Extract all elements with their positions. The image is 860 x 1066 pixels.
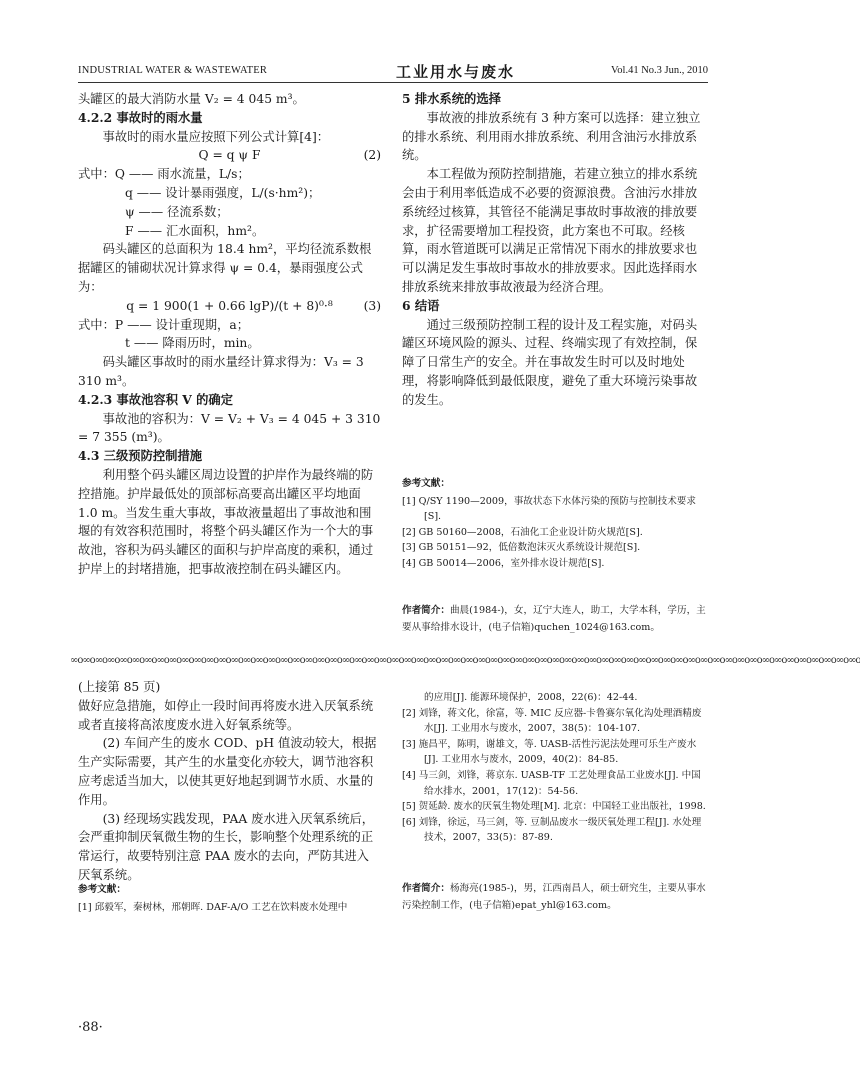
issue-info: Vol.41 No.3 Jun., 2010	[611, 65, 708, 76]
formula-text: q = 1 900(1 + 0.66 lgP)/(t + 8)⁰·⁸	[126, 298, 333, 313]
author-label: 作者简介：	[402, 605, 450, 616]
paragraph: 通过三级预防控制工程的设计及工程实施，对码头罐区环境风险的源头、过程、终端实现了有效控制，保障了日常生产的安全。并在事故发生时可以及时地处理，将影响降低到最低限度，避免了重大环境污染事故的发生。	[402, 317, 698, 407]
reference-item: [3] 施昌平，陈明，谢雄文，等. UASB-活性污泥法处理可乐生产废水[J]. 工业用水与废水，2009，40(2)：84-85.	[402, 738, 697, 766]
paragraph: 事故时的雨水量应按照下列公式计算[4]：	[102, 129, 330, 144]
paragraph: 本工程做为预防控制措施，若建立独立的排水系统会由于利用率低造成不必要的资源浪费。含油污水排放系统经过核算，其管径不能满足事故时事故液的排放要求，扩径需要增加工程投资，此方案也不可取。经核算，雨水管道既可以满足正常情况下雨水的排放要求也可以满足发生事故时事故水的排放要求。因此选择雨水排放系统来排放事故液最为经济合理。	[402, 167, 698, 294]
reference-item: [1] Q/SY 1190—2009，事故状态下水体污染的预防与控制技术要求[S].	[402, 495, 696, 523]
variable-definition: t —— 降雨历时，min。	[125, 336, 260, 351]
paragraph: 事故池的容积为：V = V₂ + V₃ = 4 045 + 3 310 = 7 355 (m³)。	[78, 411, 381, 445]
formula	[78, 146, 381, 165]
formula-text: Q = q ψ F	[198, 148, 261, 163]
reference-item: [4] 马三剑，刘锋，蒋京东. UASB-TF 工艺处理食品工业废水[J]. 中国给水排水，2001，17(12)：54-56.	[402, 769, 701, 797]
left-column-bottom	[78, 678, 381, 885]
author-label: 作者简介：	[402, 883, 450, 894]
header-rule	[78, 82, 708, 83]
paragraph: 事故液的排放系统有 3 种方案可以选择：建立独立的排水系统、利用雨水排放系统、利用含油污水排放系统。	[402, 110, 701, 163]
reference-item: [6] 刘锋，徐远，马三剑，等. 豆制品废水一级厌氧处理工程[J]. 水处理技术，2007，33(5)：87-89.	[402, 816, 702, 844]
reference-item: [2] 刘锋，蒋文化，徐富，等. MIC 反应器-卡鲁赛尔氧化沟处理酒精废水[J]. 工业用水与废水，2007，38(5)：104-107.	[402, 707, 702, 735]
formula-number: (2)	[363, 148, 381, 163]
paragraph: 式中：Q —— 雨水流量，L/s；	[78, 167, 250, 182]
paragraph: 利用整个码头罐区周边设置的护岸作为最终端的防控措施。护岸最低处的顶部标高要高出罐区平均地面 1.0 m。当发生重大事故，事故液量超出了事故池和围堰的有效容积范围时，将整个码头罐区作为一个大的事故池，容积为码头罐区的面积与护岸高度的乘积，通过护岸上的封堵措施，把事故液控制在码头罐区内。	[78, 467, 374, 576]
left-column-top	[78, 90, 381, 579]
section-heading: 4.2.3 事故池容积 V 的确定	[78, 391, 233, 407]
section-ornament: ∞o∞o∞o∞o∞o∞o∞o∞o∞o∞o∞o∞o∞o∞o∞o∞o∞o∞o∞o∞o∞o∞o∞o∞o∞o∞o∞o∞o∞o∞o∞o∞o∞o∞o∞o∞o∞o∞o∞o∞o∞o∞o∞o∞o∞o∞o∞o∞o∞o∞o∞o∞o∞o∞o∞o∞o∞o∞o∞o∞o∞o∞o∞o∞o	[70, 655, 860, 666]
references-bottom-right	[402, 690, 708, 846]
right-column-top	[402, 90, 708, 410]
paragraph: (3) 经现场实践发现，PAA 废水进入厌氧系统后，会严重抑制厌氧微生物的生长，影响整个处理系统的正常运行，故要特别注意 PAA 废水的去向，严防其进入厌氧系统。	[78, 811, 375, 882]
variable-definition: ψ —— 径流系数；	[125, 204, 229, 219]
references-bottom-left	[78, 882, 381, 915]
paragraph: (上接第 85 页)	[78, 680, 161, 694]
paragraph: 做好应急措施，如停止一段时间再将废水进入厌氧系统或者直接将高浓度废水进入好氧系统等。	[78, 698, 374, 732]
author-bio-bottom	[402, 880, 708, 914]
paragraph: 头罐区的最大消防水量 V₂ = 4 045 m³。	[78, 92, 305, 106]
references-title: 参考文献：	[402, 478, 450, 489]
reference-item: [3] GB 50151—92，低倍数泡沫灭火系统设计规范[S].	[402, 542, 641, 554]
paragraph: 码头罐区的总面积为 18.4 hm²，平均径流系数根据罐区的铺砌状况计算求得 ψ = 0.4，暴雨强度公式为：	[78, 242, 372, 294]
section-heading: 6 结语	[402, 297, 440, 313]
author-bio-top	[402, 602, 708, 636]
author-text: 杨海亮(1985-)，男，江西南昌人，硕士研究生，主要从事水污染控制工作，(电子信箱)epat_yhl@163.com。	[402, 883, 706, 911]
paragraph: (2) 车间产生的废水 COD、pH 值波动较大，根据生产实际需要，其产生的水量变化亦较大，调节池容积应考虑适当加大，以使其更好地起到调节水质、水量的作用。	[78, 736, 377, 807]
reference-item: [4] GB 50014—2006，室外排水设计规范[S].	[402, 557, 605, 569]
references-top	[402, 476, 708, 572]
reference-item: 的应用[J]. 能源环境保护，2008，22(6)：42-44.	[424, 692, 638, 703]
variable-definition: F —— 汇水面积，hm²。	[125, 223, 265, 238]
page-number: ·88·	[78, 1020, 103, 1035]
section-heading: 4.2.2 事故时的雨水量	[78, 109, 203, 125]
journal-name-en: INDUSTRIAL WATER & WASTEWATER	[78, 65, 268, 76]
running-header	[78, 62, 708, 80]
journal-name-cn: 工业用水与废水	[396, 63, 516, 81]
references-title: 参考文献：	[78, 884, 126, 895]
formula-number: (3)	[363, 298, 381, 313]
paragraph: 式中：P —— 设计重现期，a；	[78, 317, 249, 332]
paragraph: 码头罐区事故时的雨水量经计算求得为：V₃ = 3 310 m³。	[78, 355, 364, 388]
reference-item: [5] 贺延龄. 废水的厌氧生物处理[M]. 北京：中国轻工业出版社，1998.	[402, 801, 706, 813]
reference-item: [2] GB 50160—2008，石油化工企业设计防火规范[S].	[402, 526, 643, 538]
reference-item: [1] 邱毅军，秦树林，邢朝晖. DAF-A/O 工艺在饮料废水处理中	[78, 901, 348, 913]
section-heading: 5 排水系统的选择	[402, 91, 501, 106]
author-text: 曲晨(1984-)，女，辽宁大连人，助工，大学本科，学历，主要从事给排水设计，(电子信箱)quchen_1024@163.com。	[402, 605, 706, 633]
section-heading: 4.3 三级预防控制措施	[78, 448, 203, 464]
formula	[78, 297, 381, 316]
variable-definition: q —— 设计暴雨强度，L/(s·hm²)；	[125, 185, 321, 200]
